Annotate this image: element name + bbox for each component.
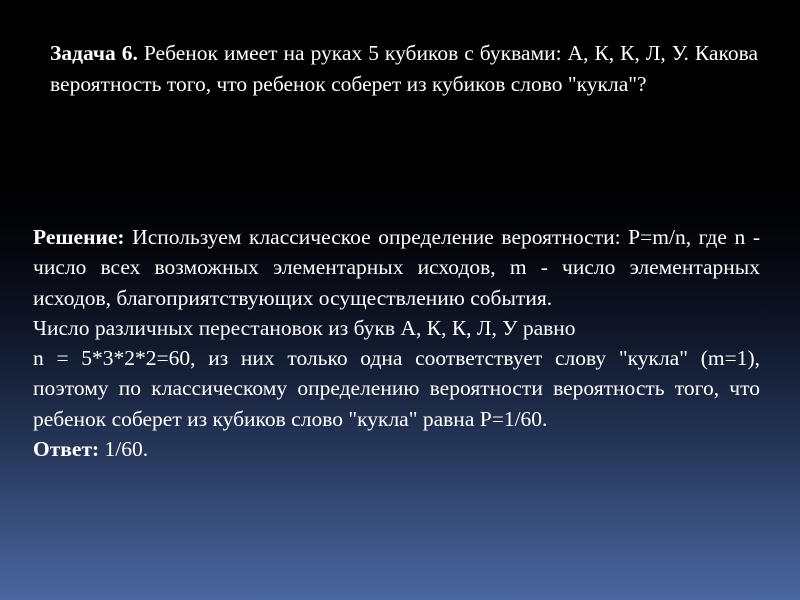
answer-label: Ответ: <box>33 437 100 462</box>
solution-intro-paragraph <box>33 222 760 313</box>
answer-paragraph <box>33 434 760 464</box>
solution-block <box>33 222 760 464</box>
permutations-line: Число различных перестановок из букв А, К, К, Л, У равно <box>33 315 576 340</box>
calculation-paragraph: n = 5*3*2*2=60, из них только одна соответствует слову "кукла" (m=1), поэтому по классическому определению вероятности вероятность того, что ребенок соберет из кубиков слово "кукла" равна P=1/60. <box>33 346 760 431</box>
task-text: Ребенок имеет на руках 5 кубиков с буквами: А, К, К, Л, У. Какова вероятность того, что ребенок соберет из кубиков слово "кукла"? <box>50 41 758 96</box>
answer-value: 1/60. <box>99 437 149 462</box>
task-paragraph <box>50 38 758 100</box>
solution-label: Решение: <box>33 225 125 249</box>
task-label: Задача 6. <box>50 41 138 65</box>
solution-intro-text: Используем классическое определение вероятности: P=m/n, где n - число всех возможных элементарных исходов, m - число элементарных исходов, благоприятствующих осуществлению события. <box>33 225 760 310</box>
